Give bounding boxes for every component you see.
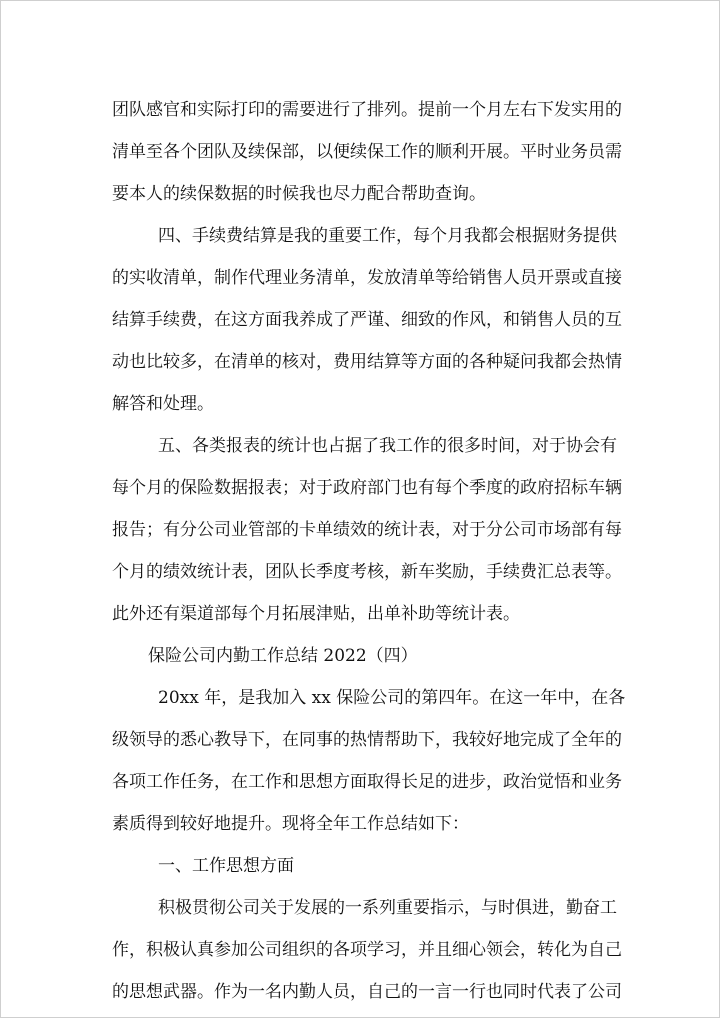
text-line: 此外还有渠道部每个月拓展津贴，出单补助等统计表。 — [112, 604, 520, 624]
text-line: 积极贯彻公司关于发展的一系列重要指示，与时俱进，勤奋工 — [158, 898, 617, 918]
text-line: 每个月的保险数据报表；对于政府部门也有每个季度的政府招标车辆 — [112, 478, 622, 498]
section-heading: 保险公司内勤工作总结 2022（四） — [148, 646, 418, 666]
text-line: 素质得到较好地提升。现将全年工作总结如下： — [112, 814, 469, 834]
text-line: 的思想武器。作为一名内勤人员，自己的一言一行也同时代表了公司 — [112, 982, 622, 1002]
text-line: 清单至各个团队及续保部，以便续保工作的顺利开展。平时业务员需 — [112, 142, 622, 162]
text-line: 四、手续费结算是我的重要工作，每个月我都会根据财务提供 — [158, 226, 617, 246]
text-line: 级领导的悉心教导下，在同事的热情帮助下，我较好地完成了全年的 — [112, 730, 622, 750]
text-line: 要本人的续保数据的时候我也尽力配合帮助查询。 — [112, 184, 486, 204]
text-line: 五、各类报表的统计也占据了我工作的很多时间，对于协会有 — [158, 436, 617, 456]
text-line: 的实收清单，制作代理业务清单，发放清单等给销售人员开票或直接 — [112, 268, 622, 288]
text-line: 作，积极认真参加公司组织的各项学习，并且细心领会，转化为自己 — [112, 940, 622, 960]
text-line: 解答和处理。 — [112, 394, 214, 414]
document-body — [112, 89, 626, 1013]
text-line: 团队感官和实际打印的需要进行了排列。提前一个月左右下发实用的 — [112, 100, 622, 120]
text-line: 结算手续费，在这方面我养成了严谨、细致的作风，和销售人员的互 — [112, 310, 622, 330]
subsection-heading: 一、工作思想方面 — [158, 856, 294, 876]
text-line: 20xx 年，是我加入 xx 保险公司的第四年。在这一年中，在各 — [158, 688, 626, 708]
text-line: 各项工作任务，在工作和思想方面取得长足的进步，政治觉悟和业务 — [112, 772, 622, 792]
text-line: 报告；有分公司业管部的卡单绩效的统计表，对于分公司市场部有每 — [112, 520, 622, 540]
text-line: 个月的绩效统计表，团队长季度考核，新车奖励，手续费汇总表等。 — [112, 562, 622, 582]
text-line: 动也比较多，在清单的核对，费用结算等方面的各种疑问我都会热情 — [112, 352, 622, 372]
